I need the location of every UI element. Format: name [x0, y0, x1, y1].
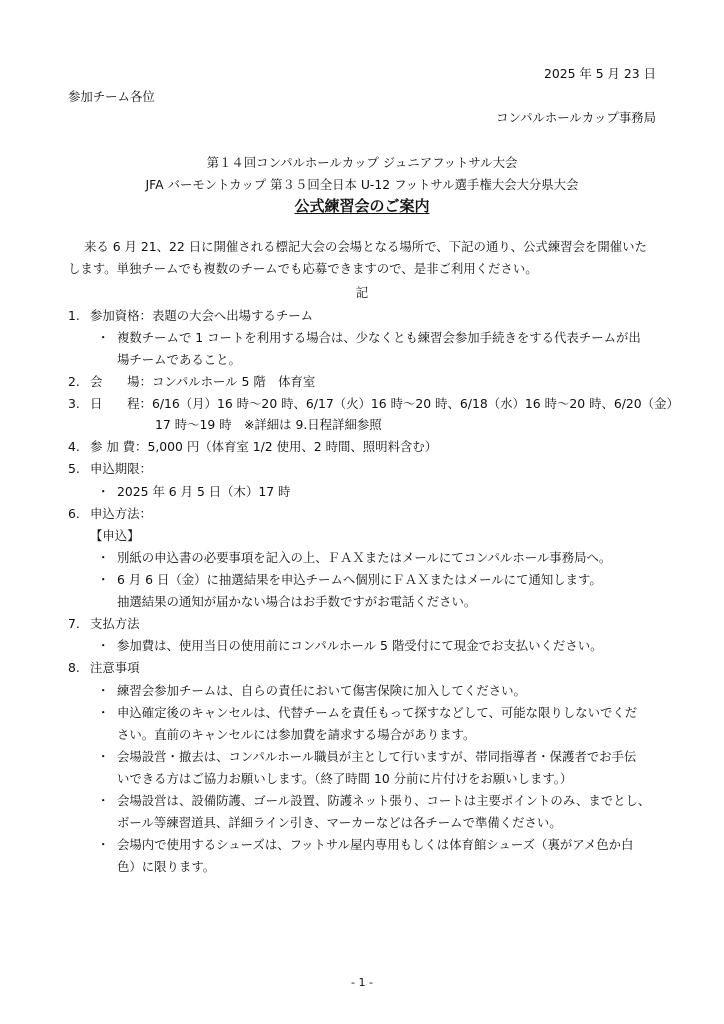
item-text: 日 程：6/16（月）16 時～20 時、6/17（火）16 時～20 時、6/18（水）16 時～20 時、6/20（金）	[90, 396, 679, 411]
item-number: 4.	[68, 439, 80, 454]
document-title: 公式練習会のご案内	[294, 197, 430, 215]
item-number: 1.	[68, 308, 80, 323]
item-deadline	[68, 461, 152, 477]
item-number: 5.	[68, 461, 80, 476]
note-equipment-1: 会場設営は、設備防護、ゴール設置、防護ネット張り、コートは主要ポイントのみ、までとし、	[117, 793, 651, 808]
application-subheading: 【申込】	[90, 528, 140, 543]
note-cancellation-1: 申込確定後のキャンセルは、代替チームを責任もって探すなどして、可能な限りしないでくだ	[117, 705, 638, 720]
item-schedule-cont: 17 時～19 時 ※詳細は 9.日程詳細参照	[155, 417, 382, 432]
item-text: 参加資格：表題の大会へ出場するチーム	[90, 308, 314, 323]
item-eligibility	[68, 308, 313, 324]
item-eligibility-note-1: 複数チームで 1 コートを利用する場合は、少なくとも練習会参加手続きをする代表チームが出	[117, 330, 641, 345]
note-insurance: 練習会参加チームは、自らの責任において傷害保険に加入してください。	[117, 683, 526, 698]
note-setup-2: いできる方はご協力お願いします。（終了時間 10 分前に片付けをお願いします。）	[117, 771, 573, 786]
bullet-icon: ・	[97, 683, 110, 698]
item-text: 注意事項	[90, 660, 140, 675]
addressee: 参加チーム各位	[68, 89, 155, 104]
item-fee	[68, 439, 437, 455]
item-venue	[68, 374, 315, 390]
note-setup-1: 会場設営・撤去は、コンパルホール職員が主として行いますが、帯同指導者・保護者でお手伝	[117, 749, 637, 764]
application-step-2a: 6 月 6 日（金）に抽選結果を申込チームへ個別にＦＡＸまたはメールにて通知します。	[117, 572, 602, 587]
item-number: 8.	[68, 660, 80, 675]
sender: コンパルホールカップ事務局	[496, 110, 656, 125]
item-application-method	[68, 506, 152, 522]
item-text: 申込期限：	[90, 461, 152, 476]
bullet-icon: ・	[97, 484, 110, 499]
page-number: - 1 -	[351, 976, 373, 989]
note-equipment-2: ボール等練習道具、詳細ライン引き、マーカーなどは各チームで準備ください。	[117, 815, 562, 830]
bullet-icon: ・	[97, 705, 110, 720]
item-number: 6.	[68, 506, 80, 521]
item-notes	[68, 660, 140, 676]
bullet-icon: ・	[97, 550, 110, 565]
note-shoes-2: 色）に限ります。	[117, 859, 216, 874]
item-text: 支払方法	[90, 616, 140, 631]
bullet-icon: ・	[97, 749, 110, 764]
bullet-icon: ・	[97, 837, 110, 852]
item-schedule	[68, 396, 679, 412]
note-cancellation-2: さい。直前のキャンセルには参加費を請求する場合があります。	[117, 727, 476, 742]
item-number: 2.	[68, 374, 80, 389]
championship-title: JFA バーモントカップ 第３５回全日本 U-12 フットサル選手権大会大分県大会	[145, 177, 579, 192]
item-number: 3.	[68, 396, 80, 411]
bullet-icon: ・	[97, 638, 110, 653]
bullet-icon: ・	[97, 793, 110, 808]
item-deadline-date: 2025 年 6 月 5 日（木）17 時	[117, 484, 291, 499]
ki-heading: 記	[355, 285, 369, 300]
application-step-2b: 抽選結果の通知が届かない場合はお手数ですがお電話ください。	[117, 594, 477, 609]
item-number: 7.	[68, 616, 80, 631]
bullet-icon: ・	[97, 572, 110, 587]
payment-note: 参加費は、使用当日の使用前にコンパルホール 5 階受付にて現金でお支払いください。	[117, 638, 603, 653]
tournament-title: 第１４回コンパルホールカップ ジュニアフットサル大会	[206, 155, 518, 170]
item-payment	[68, 616, 140, 632]
intro-line-2: します。単独チームでも複数のチームでも応募できますので、是非ご利用ください。	[68, 261, 538, 276]
item-eligibility-note-2: 場チームであること。	[117, 352, 241, 367]
note-shoes-1: 会場内で使用するシューズは、フットサル屋内専用もしくは体育館シューズ（裏がアメ色か白	[117, 837, 634, 852]
document-date: 2025 年 5 月 23 日	[543, 66, 656, 81]
intro-line-1: 来る 6 月 21、22 日に開催される標記大会の会場となる場所で、下記の通り、公式練習会を開催いた	[84, 239, 647, 254]
item-text: 参 加 費：5,000 円（体育室 1/2 使用、2 時間、照明料含む）	[90, 439, 438, 454]
application-step-1: 別紙の申込書の必要事項を記入の上、ＦＡＸまたはメールにてコンパルホール事務局へ。	[117, 550, 612, 565]
item-text: 会 場：コンパルホール 5 階 体育室	[90, 374, 316, 389]
item-text: 申込方法：	[90, 506, 152, 521]
bullet-icon: ・	[97, 330, 110, 345]
